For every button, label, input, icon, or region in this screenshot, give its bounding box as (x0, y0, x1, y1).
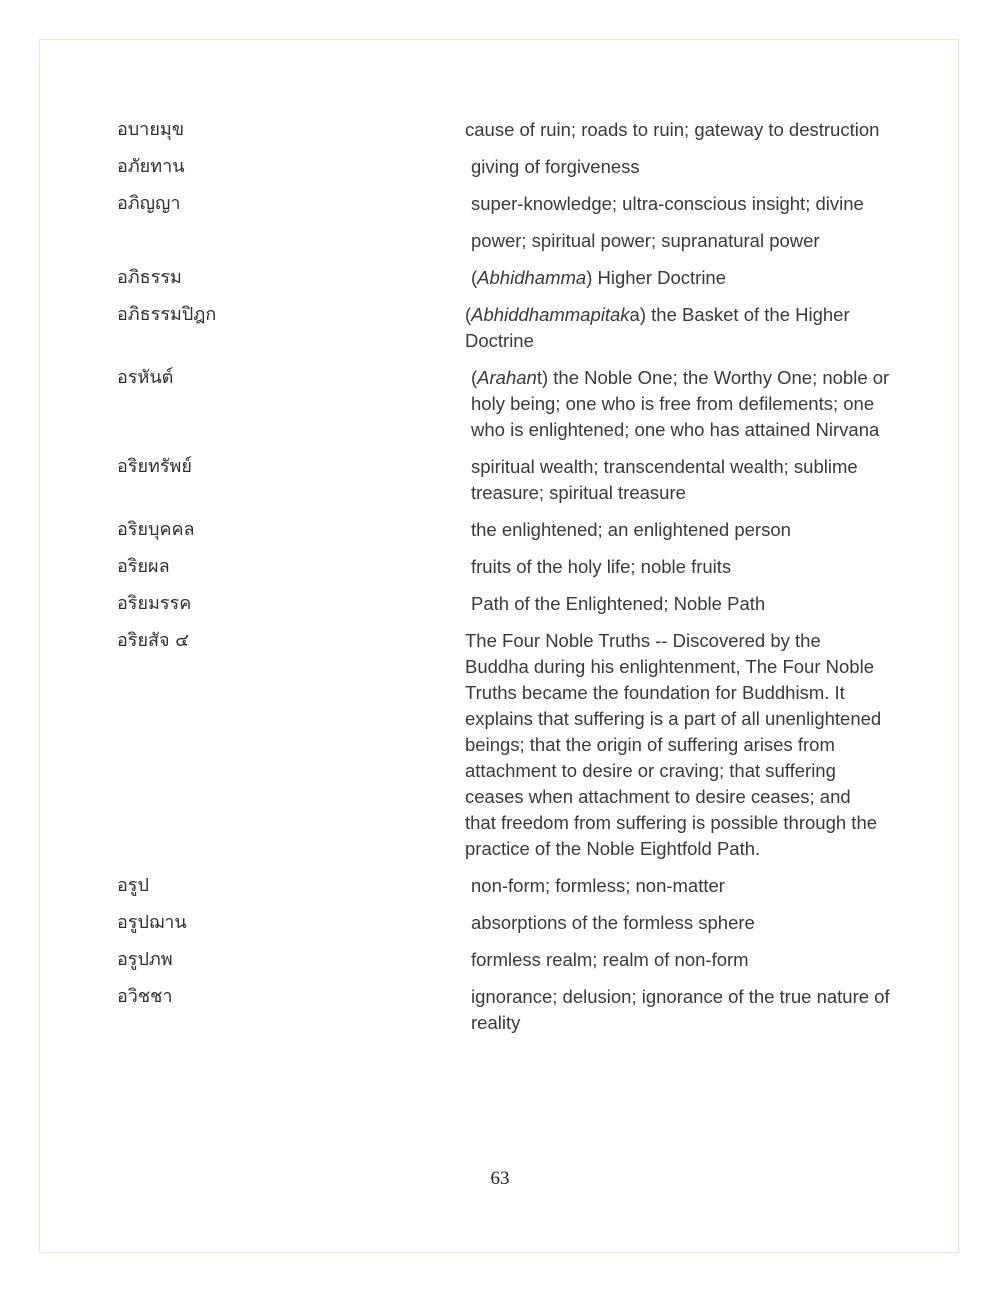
glossary-entry (117, 873, 897, 899)
glossary-term: อรูปภพ (117, 949, 173, 970)
glossary-definition (471, 265, 891, 291)
definition-italic-part: Abhidhamma (477, 267, 587, 288)
glossary-entry (117, 947, 897, 973)
glossary-term: อริยผล (117, 556, 170, 577)
definition-italic-part: Abhiddhammapitak (471, 304, 630, 325)
definition-part: t) the Noble One; the Worthy One; noble or holy being; one who is free from defilements; one who is enlightened; one who has attained Nirvana (471, 367, 890, 440)
glossary-list (117, 117, 897, 1047)
glossary-entry (117, 517, 897, 543)
glossary-definition: absorptions of the formless sphere (471, 912, 755, 933)
glossary-entry (117, 984, 897, 1036)
glossary-term: อรูปฌาน (117, 912, 187, 933)
glossary-definition: Path of the Enlightened; Noble Path (471, 593, 766, 614)
definition-part: ) Higher Doctrine (586, 267, 727, 288)
glossary-definition: the enlightened; an enlightened person (471, 519, 791, 540)
glossary-term: อริยทรัพย์ (117, 456, 192, 477)
glossary-definition (465, 302, 885, 354)
glossary-term: อภิญญา (117, 193, 181, 214)
glossary-term: อบายมุข (117, 119, 185, 140)
definition-part: a) the Basket of the Higher Doctrine (465, 304, 850, 351)
glossary-entry (117, 454, 897, 506)
glossary-term: อรหันต์ (117, 367, 174, 388)
page-number: 63 (490, 1168, 510, 1189)
glossary-entry (117, 154, 897, 180)
glossary-definition: formless realm; realm of non-form (471, 949, 749, 970)
glossary-term: อภิธรรมปิฎก (117, 304, 217, 325)
glossary-definition (471, 365, 891, 443)
glossary-definition: cause of ruin; roads to ruin; gateway to destruction (465, 119, 880, 140)
definition-part: ( (465, 304, 472, 325)
glossary-term: อริยสัจ ๔ (117, 630, 189, 651)
glossary-entry (117, 265, 897, 291)
glossary-entry (117, 117, 897, 143)
definition-part: ( (471, 267, 478, 288)
glossary-entry (117, 628, 897, 862)
glossary-term: อริยบุคคล (117, 519, 195, 540)
glossary-definition: fruits of the holy life; noble fruits (471, 556, 732, 577)
glossary-entry (117, 191, 897, 217)
definition-part: ( (471, 367, 478, 388)
glossary-term: อภัยทาน (117, 156, 185, 177)
glossary-entry (117, 228, 897, 254)
glossary-definition: The Four Noble Truths -- Discovered by the Buddha during his enlightenment, The Four Noble Truths became the foundation for Buddhism. It explains that suffering is a part of all unenlightened beings; that the origin of suffering arises from attachment to desire or craving; that suffering ceases when attachment to desire ceases; and that freedom from suffering is possible through the practice of the Noble Eightfold Path. (465, 630, 882, 859)
glossary-term: อภิธรรม (117, 267, 182, 288)
glossary-term: อรูป (117, 875, 149, 896)
glossary-term: อวิชชา (117, 986, 173, 1007)
definition-italic-part: Arahan (477, 367, 537, 388)
glossary-entry (117, 910, 897, 936)
glossary-entry (117, 591, 897, 617)
glossary-definition: spiritual wealth; transcendental wealth; sublime treasure; spiritual treasure (471, 456, 858, 503)
glossary-entry (117, 365, 897, 443)
glossary-entry (117, 302, 897, 354)
glossary-term: อริยมรรค (117, 593, 192, 614)
glossary-definition: giving of forgiveness (471, 156, 640, 177)
glossary-entry (117, 554, 897, 580)
glossary-definition: non-form; formless; non-matter (471, 875, 725, 896)
glossary-definition: super-knowledge; ultra-conscious insight; divine (471, 193, 864, 214)
glossary-definition: ignorance; delusion; ignorance of the true nature of reality (471, 986, 890, 1033)
glossary-definition: power; spiritual power; supranatural power (471, 230, 820, 251)
